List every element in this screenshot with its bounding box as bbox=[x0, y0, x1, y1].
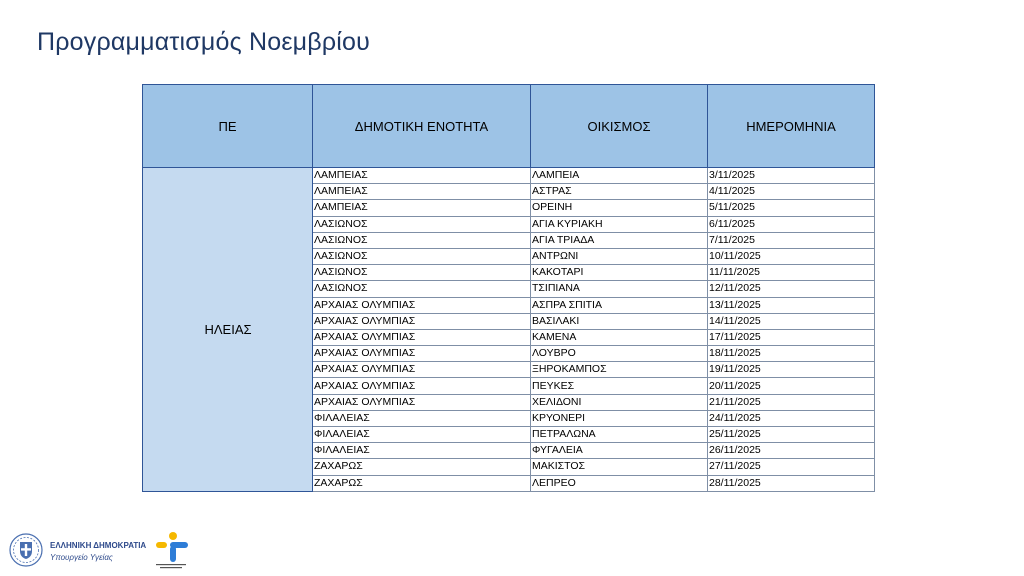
settlement-cell: ΑΣΠΡΑ ΣΠΙΤΙΑ bbox=[531, 297, 708, 313]
header-pe: ΠΕ bbox=[143, 85, 313, 168]
table-body bbox=[143, 168, 875, 492]
settlement-cell: ΠΕΤΡΑΛΩΝΑ bbox=[531, 427, 708, 443]
table-header-row bbox=[143, 85, 875, 168]
header-date: ΗΜΕΡΟΜΗΝΙΑ bbox=[708, 85, 875, 168]
municipal-unit-cell: ΦΙΛΑΛΕΙΑΣ bbox=[313, 427, 531, 443]
municipal-unit-cell: ΛΑΣΙΩΝΟΣ bbox=[313, 232, 531, 248]
settlement-cell: ΟΡΕΙΝΗ bbox=[531, 200, 708, 216]
ministry-name: Υπουργείο Υγείας bbox=[50, 553, 113, 562]
greek-coat-of-arms-icon bbox=[8, 532, 44, 568]
settlement-cell: ΤΣΙΠΙΑΝΑ bbox=[531, 281, 708, 297]
municipal-unit-cell: ΖΑΧΑΡΩΣ bbox=[313, 459, 531, 475]
date-cell: 6/11/2025 bbox=[708, 216, 875, 232]
settlement-cell: ΞΗΡΟΚΑΜΠΟΣ bbox=[531, 362, 708, 378]
settlement-cell: ΦΥΓΑΛΕΙΑ bbox=[531, 443, 708, 459]
header-municipal-unit: ΔΗΜΟΤΙΚΗ ΕΝΟΤΗΤΑ bbox=[313, 85, 531, 168]
region-cell: ΗΛΕΙΑΣ bbox=[143, 168, 313, 492]
date-cell: 26/11/2025 bbox=[708, 443, 875, 459]
health-ministry-cross-logo bbox=[152, 530, 192, 570]
municipal-unit-cell: ΑΡΧΑΙΑΣ ΟΛΥΜΠΙΑΣ bbox=[313, 329, 531, 345]
settlement-cell: ΑΓΙΑ ΚΥΡΙΑΚΗ bbox=[531, 216, 708, 232]
municipal-unit-cell: ΛΑΣΙΩΝΟΣ bbox=[313, 216, 531, 232]
date-cell: 10/11/2025 bbox=[708, 248, 875, 264]
date-cell: 3/11/2025 bbox=[708, 168, 875, 184]
municipal-unit-cell: ΑΡΧΑΙΑΣ ΟΛΥΜΠΙΑΣ bbox=[313, 313, 531, 329]
date-cell: 25/11/2025 bbox=[708, 427, 875, 443]
municipal-unit-cell: ΑΡΧΑΙΑΣ ΟΛΥΜΠΙΑΣ bbox=[313, 362, 531, 378]
government-name: ΕΛΛΗΝΙΚΗ ΔΗΜΟΚΡΑΤΙΑ bbox=[50, 541, 147, 550]
municipal-unit-cell: ΑΡΧΑΙΑΣ ΟΛΥΜΠΙΑΣ bbox=[313, 378, 531, 394]
municipal-unit-cell: ΦΙΛΑΛΕΙΑΣ bbox=[313, 410, 531, 426]
municipal-unit-cell: ΑΡΧΑΙΑΣ ΟΛΥΜΠΙΑΣ bbox=[313, 346, 531, 362]
municipal-unit-cell: ΛΑΜΠΕΙΑΣ bbox=[313, 184, 531, 200]
date-cell: 24/11/2025 bbox=[708, 410, 875, 426]
settlement-cell: ΛΑΜΠΕΙΑ bbox=[531, 168, 708, 184]
date-cell: 12/11/2025 bbox=[708, 281, 875, 297]
date-cell: 5/11/2025 bbox=[708, 200, 875, 216]
date-cell: 14/11/2025 bbox=[708, 313, 875, 329]
settlement-cell: ΠΕΥΚΕΣ bbox=[531, 378, 708, 394]
municipal-unit-cell: ΛΑΜΠΕΙΑΣ bbox=[313, 200, 531, 216]
date-cell: 4/11/2025 bbox=[708, 184, 875, 200]
date-cell: 11/11/2025 bbox=[708, 265, 875, 281]
date-cell: 19/11/2025 bbox=[708, 362, 875, 378]
municipal-unit-cell: ΑΡΧΑΙΑΣ ΟΛΥΜΠΙΑΣ bbox=[313, 297, 531, 313]
settlement-cell: ΛΕΠΡΕΟ bbox=[531, 475, 708, 491]
settlement-cell: ΚΑΜΕΝΑ bbox=[531, 329, 708, 345]
settlement-cell: ΚΡΥΟΝΕΡΙ bbox=[531, 410, 708, 426]
table-row bbox=[143, 168, 875, 184]
settlement-cell: ΚΑΚΟΤΑΡΙ bbox=[531, 265, 708, 281]
date-cell: 21/11/2025 bbox=[708, 394, 875, 410]
settlement-cell: ΑΣΤΡΑΣ bbox=[531, 184, 708, 200]
municipal-unit-cell: ΛΑΜΠΕΙΑΣ bbox=[313, 168, 531, 184]
page-title: Προγραμματισμός Νοεμβρίου bbox=[37, 28, 371, 56]
municipal-unit-cell: ΦΙΛΑΛΕΙΑΣ bbox=[313, 443, 531, 459]
date-cell: 7/11/2025 bbox=[708, 232, 875, 248]
schedule-table bbox=[142, 84, 875, 492]
municipal-unit-cell: ΛΑΣΙΩΝΟΣ bbox=[313, 281, 531, 297]
date-cell: 28/11/2025 bbox=[708, 475, 875, 491]
settlement-cell: ΑΓΙΑ ΤΡΙΑΔΑ bbox=[531, 232, 708, 248]
date-cell: 27/11/2025 bbox=[708, 459, 875, 475]
municipal-unit-cell: ΑΡΧΑΙΑΣ ΟΛΥΜΠΙΑΣ bbox=[313, 394, 531, 410]
date-cell: 17/11/2025 bbox=[708, 329, 875, 345]
settlement-cell: ΧΕΛΙΔΟΝΙ bbox=[531, 394, 708, 410]
settlement-cell: ΛΟΥΒΡΟ bbox=[531, 346, 708, 362]
date-cell: 13/11/2025 bbox=[708, 297, 875, 313]
date-cell: 18/11/2025 bbox=[708, 346, 875, 362]
settlement-cell: ΜΑΚΙΣΤΟΣ bbox=[531, 459, 708, 475]
settlement-cell: ΒΑΣΙΛΑΚΙ bbox=[531, 313, 708, 329]
municipal-unit-cell: ΛΑΣΙΩΝΟΣ bbox=[313, 248, 531, 264]
date-cell: 20/11/2025 bbox=[708, 378, 875, 394]
settlement-cell: ΑΝΤΡΩΝΙ bbox=[531, 248, 708, 264]
municipal-unit-cell: ΖΑΧΑΡΩΣ bbox=[313, 475, 531, 491]
municipal-unit-cell: ΛΑΣΙΩΝΟΣ bbox=[313, 265, 531, 281]
header-settlement: ΟΙΚΙΣΜΟΣ bbox=[531, 85, 708, 168]
